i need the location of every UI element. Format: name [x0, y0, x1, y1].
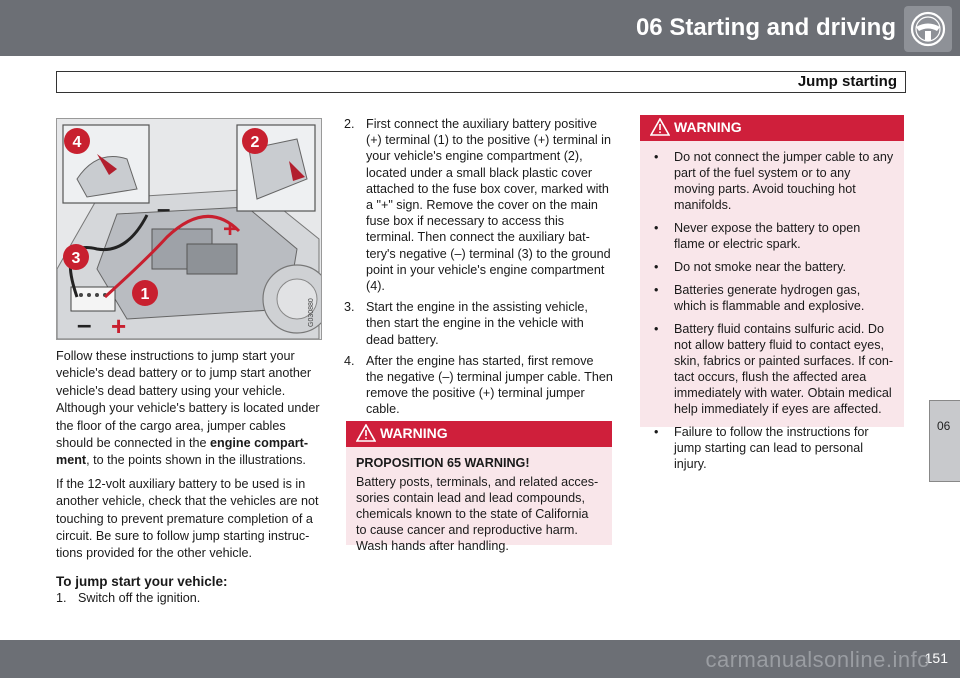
list-item: • Do not smoke near the battery.: [654, 260, 846, 274]
step-2: 2. First connect the auxiliary battery positive (+) terminal (1) to the positive (+) terminal in your vehicle's engine compartment (2), located under a small black plastic cover attached to the fuse box cover, marked with a "+" sign. Remove the cover on the main fuse box if necessary to access this terminal. Then connect the auxiliary bat-tery's negative (–) terminal (3) to the ground point in your vehicle's engine compartment (4).: [344, 117, 611, 294]
page-number: 151: [924, 650, 948, 666]
minus-sign-engine: –: [157, 196, 171, 223]
steps-column: [344, 116, 614, 423]
step-4: 4. After the engine has started, first remove the negative (–) terminal jumper cable. Then remove the positive (+) terminal jumper cable.: [344, 353, 613, 417]
intro-paragraph-2: If the 12-volt auxiliary battery to be used is in another vehicle, check that the vehicles are not touching to prevent premature completion of a circuit. Be sure to follow jump starting instruc-tions provided for the other vehicle.: [56, 476, 319, 561]
procedure-heading: To jump start your vehicle:: [56, 573, 228, 589]
warning-triangle-icon: [356, 424, 376, 442]
callout-3: [63, 244, 89, 270]
list-item: • Batteries generate hydrogen gas, which is flammable and explosive.: [654, 283, 865, 313]
svg-text:3: 3: [71, 250, 81, 267]
callout-1: [132, 280, 158, 306]
warning-triangle-icon: [650, 118, 670, 136]
jump-start-illustration: [56, 118, 322, 340]
svg-text:4: 4: [72, 134, 82, 151]
figure-code: G030880: [308, 298, 315, 327]
warning-header: [346, 421, 612, 447]
callout-4: [64, 128, 90, 154]
steering-wheel-icon: [904, 6, 952, 52]
step-3: 3. Start the engine in the assisting vehicle, then start the engine in the vehicle with dead battery.: [344, 300, 588, 347]
section-title: Jump starting: [797, 73, 897, 90]
callout-2: [242, 128, 268, 154]
minus-sign: –: [77, 309, 92, 339]
list-item: • Never expose the battery to open flame or electric spark.: [654, 221, 861, 251]
plus-sign: +: [111, 311, 127, 339]
warning-title: WARNING: [380, 425, 448, 441]
warning-text: Battery posts, terminals, and related acces-sories contain lead and lead compounds, chemicals known to the state of California to cause cancer and reproductive harm. Wash hands after handling.: [356, 475, 599, 553]
chapter-tab-label: 06: [937, 419, 951, 433]
intro-paragraph-1: Follow these instructions to jump start your vehicle's dead battery or to jump start another vehicle's dead battery using your vehicle. Although your vehicle's battery is located under the floor of the cargo area, jumper cables should be connected in the engine compart-ment, to the points shown in the illustrations.: [56, 349, 320, 468]
list-item: • Do not connect the jumper cable to any part of the fuel system or to any moving parts. Avoid touching hot manifolds.: [654, 150, 894, 212]
warning-box-proposition-65: [346, 421, 612, 553]
step-1: 1. Switch off the ignition.: [56, 591, 201, 606]
warning-box-battery-safety: [640, 115, 904, 471]
svg-text:1: 1: [140, 286, 150, 303]
chapter-side-tab: [929, 400, 960, 482]
list-item: • Battery fluid contains sulfuric acid. Do not allow battery fluid to contact eyes, skin, fabrics or painted surfaces. If con-tact occurs, flush the affected area immediately with water. Obtain medical help immediately if eyes are affected.: [654, 322, 894, 416]
watermark: carmanualsonline.info: [705, 647, 930, 672]
section-bar: [56, 71, 906, 93]
warning-heading: PROPOSITION 65 WARNING!: [356, 456, 530, 470]
warning-list: [650, 149, 894, 472]
svg-text:2: 2: [250, 134, 260, 151]
warning-title: WARNING: [674, 119, 742, 135]
chapter-header: [0, 0, 960, 56]
intro-column: [56, 348, 322, 613]
plus-sign-engine: +: [223, 216, 238, 243]
chapter-title: 06 Starting and driving: [635, 14, 896, 41]
warning-header: [640, 115, 904, 141]
list-item: • Failure to follow the instructions for jump starting can lead to personal injury.: [654, 425, 869, 471]
